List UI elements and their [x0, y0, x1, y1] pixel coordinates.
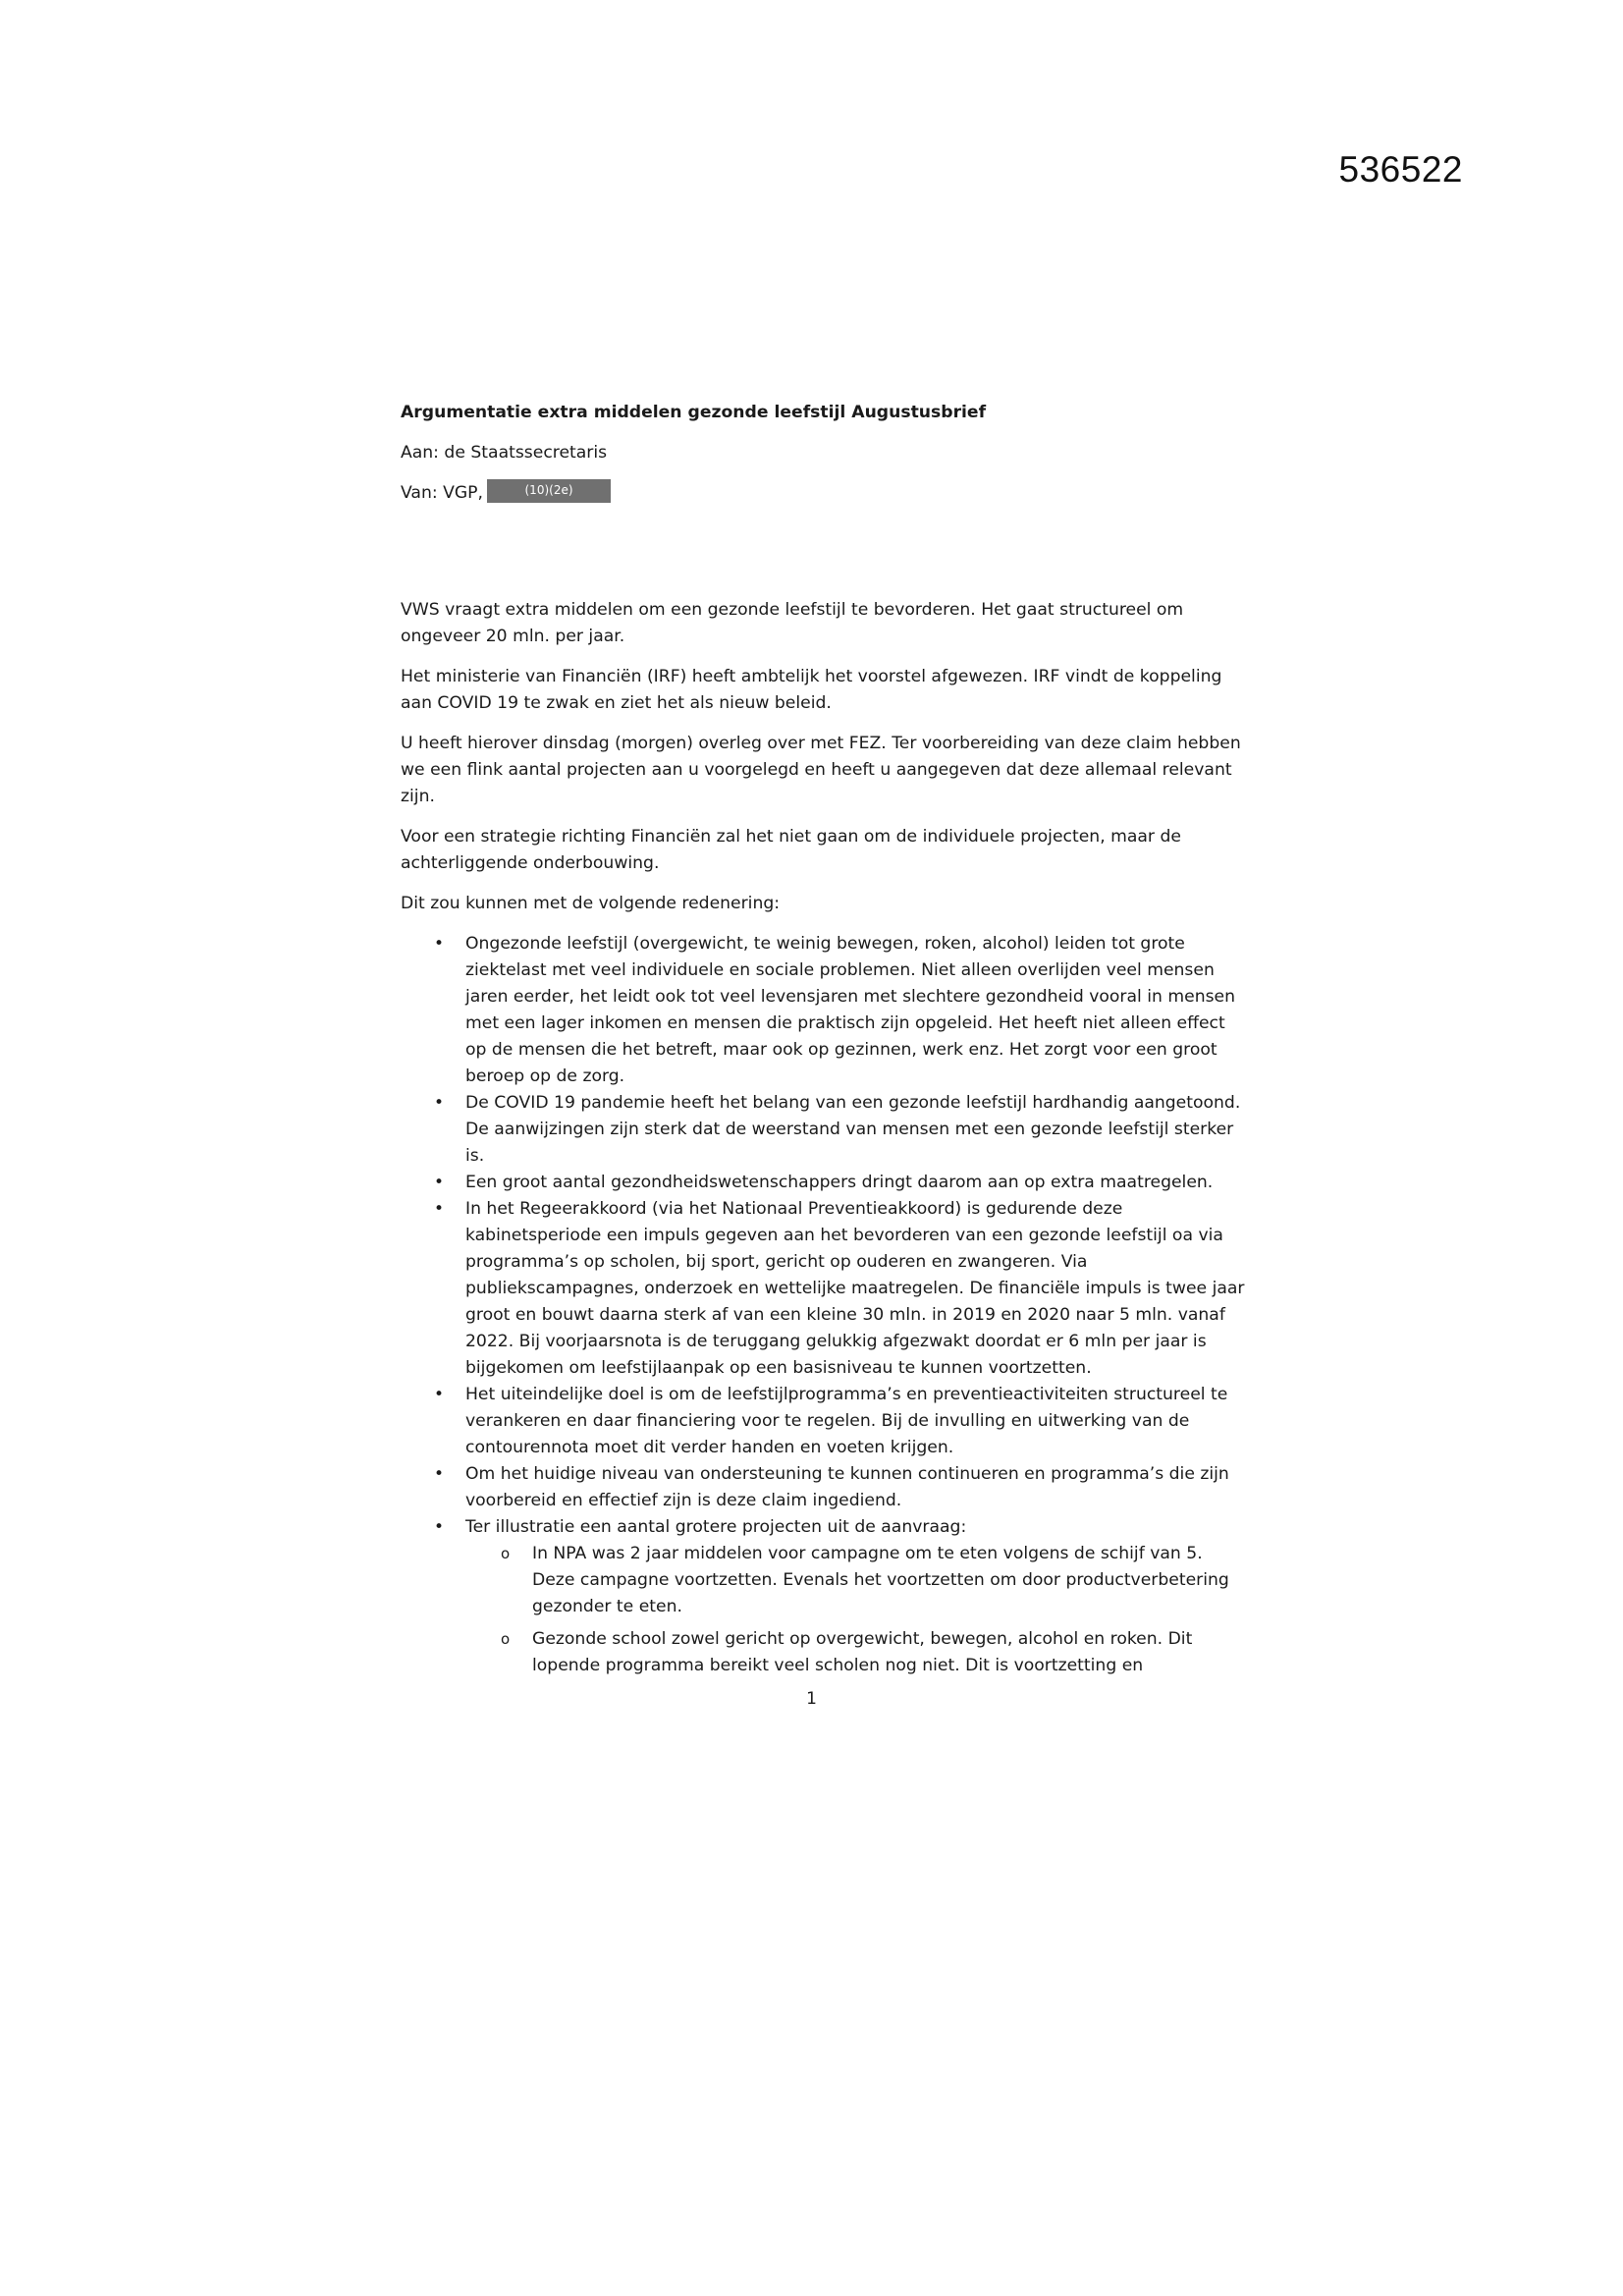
from-line-text: Van: VGP, — [401, 483, 484, 503]
list-item — [465, 1514, 1245, 1679]
list-item: • Ongezonde leefstijl (overgewicht, te weinig bewegen, roken, alcohol) leiden tot grote ziektelast met veel individuele en sociale problemen. Niet alleen overlijden veel mensen jaren eerder, het leidt ook tot veel levensjaren met slechtere gezondheid vooral in mensen met een lager inkomen en mensen die praktisch zijn opgeleid. Het heeft niet alleen effect op de mensen die het betreft, maar ook op gezinnen, werk enz. Het zorgt voor een groot beroep op de zorg. — [465, 931, 1245, 1090]
list-item: • Een groot aantal gezondheidswetenschappers dringt daarom aan op extra maatregelen. — [465, 1170, 1245, 1196]
list-item: • Om het huidige niveau van ondersteuning te kunnen continueren en programma’s die zijn voorbereid en effectief zijn is deze claim ingediend. — [465, 1461, 1245, 1514]
document-body — [401, 400, 1245, 1685]
document-id: 536522 — [1338, 149, 1463, 190]
paragraph: Voor een strategie richting Financiën zal het niet gaan om de individuele projecten, maar de achterliggende onderbouwing. — [401, 827, 1181, 873]
page-number: 1 — [806, 1689, 817, 1709]
to-line: Aan: de Staatssecretaris — [401, 443, 608, 463]
from-line — [401, 480, 1245, 507]
list-item: • In het Regeerakkoord (via het Nationaal Preventieakkoord) is gedurende deze kabinetsperiode een impuls gegeven aan het bevorderen van een gezonde leefstijl oa via programma’s op scholen, bij sport, gericht op ouderen en zwangeren. Via publiekscampagnes, onderzoek en wettelijke maatregelen. De financiële impuls is twee jaar groot en bouwt daarna sterk af van een kleine 30 mln. in 2019 en 2020 naar 5 mln. vanaf 2022. Bij voorjaarsnota is de teruggang gelukkig afgezwakt doordat er 6 mln per jaar is bijgekomen om leefstijlaanpak op een basisniveau te kunnen voortzetten. — [465, 1196, 1245, 1382]
paragraph: VWS vraagt extra middelen om een gezonde leefstijl te bevorderen. Het gaat structureel om ongeveer 20 mln. per jaar. — [401, 600, 1184, 646]
paragraph: Dit zou kunnen met de volgende redenering: — [401, 894, 781, 913]
redaction-box: (10)(2e) — [487, 479, 611, 503]
paragraph: Het ministerie van Financiën (IRF) heeft ambtelijk het voorstel afgewezen. IRF vindt de koppeling aan COVID 19 te zwak en ziet het als nieuw beleid. — [401, 667, 1222, 713]
project-list — [465, 1541, 1245, 1679]
sub-list-item: o In NPA was 2 jaar middelen voor campagne om te eten volgens de schijf van 5. Deze campagne voortzetten. Evenals het voortzetten om door productverbetering gezonder te eten. — [532, 1541, 1245, 1620]
sub-list-item: o Gezonde school zowel gericht op overgewicht, bewegen, alcohol en roken. Dit lopende programma bereikt veel scholen nog niet. Dit is voortzetting en — [532, 1626, 1245, 1679]
spacer — [401, 520, 1245, 597]
list-item: • Het uiteindelijke doel is om de leefstijlprogramma’s en preventieactiviteiten structureel te verankeren en daar financiering voor te regelen. Bij de invulling en uitwerking van de contourennota moet dit verder handen en voeten krijgen. — [465, 1382, 1245, 1461]
document-title: Argumentatie extra middelen gezonde leefstijl Augustusbrief — [401, 403, 987, 422]
list-item: • De COVID 19 pandemie heeft het belang van een gezonde leefstijl hardhandig aangetoond. De aanwijzingen zijn sterk dat de weerstand van mensen met een gezonde leefstijl sterker is. — [465, 1090, 1245, 1170]
reasoning-list — [401, 931, 1245, 1679]
paragraph: U heeft hierover dinsdag (morgen) overleg over met FEZ. Ter voorbereiding van deze claim hebben we een flink aantal projecten aan u voorgelegd en heeft u aangegeven dat deze allemaal relevant zijn. — [401, 734, 1241, 806]
list-item-text: Ter illustratie een aantal grotere projecten uit de aanvraag: — [465, 1517, 967, 1537]
